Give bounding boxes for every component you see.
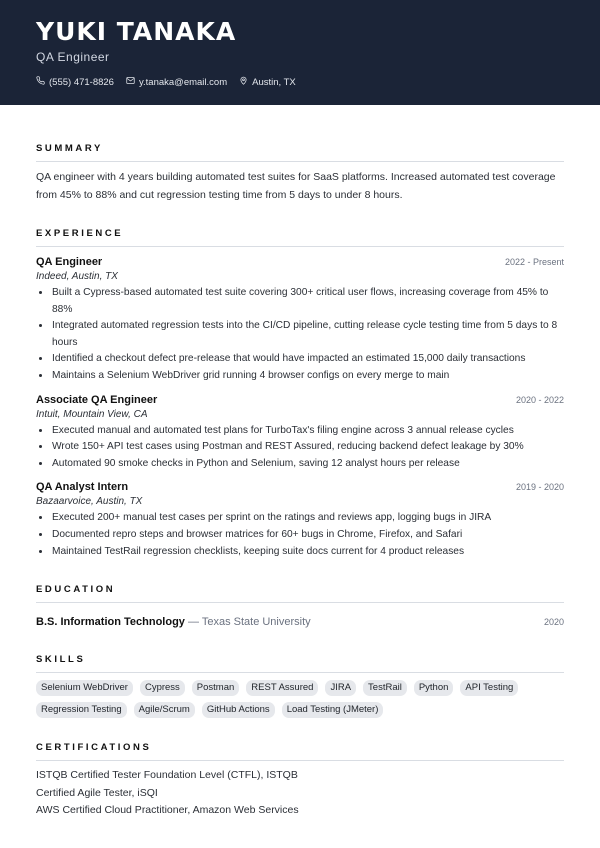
skill-chip: Load Testing (JMeter) (282, 702, 384, 718)
experience-list (36, 256, 564, 560)
skill-chip: Postman (192, 680, 240, 696)
certifications-heading: CERTIFICATIONS (36, 742, 564, 761)
contact-email (126, 76, 227, 88)
job-bullet: • Executed manual and automated test plans for TurboTax's filing engine across 3 annual release cycles (51, 423, 564, 440)
job-bullets (36, 510, 564, 560)
job-bullet: • Integrated automated regression tests into the CI/CD pipeline, cutting release cycle testing time from 5 days to 8 hours (51, 318, 564, 351)
contact-location (239, 76, 296, 88)
summary-text: QA engineer with 4 years building automated test suites for SaaS platforms. Increased automated test coverage from 45% to 88% and cut regression testing time from 5 days to under 8 hours. (36, 171, 556, 201)
email-text: y.tanaka@email.com (138, 76, 228, 88)
skill-chip: Agile/Scrum (134, 702, 195, 718)
job-bullet: • Automated 90 smoke checks in Python and Selenium, saving 12 analyst hours per release (51, 456, 564, 473)
education-entry (36, 612, 564, 630)
job-entry (36, 256, 564, 385)
job-bullet: • Wrote 150+ API test cases using Postman and REST Assured, reducing backend defect leakage by 30% (51, 439, 564, 456)
job-bullet: • Identified a checkout defect pre-release that would have impacted an estimated 15,000 daily transactions (51, 351, 564, 368)
skill-chip: Cypress (140, 680, 185, 696)
experience-heading: EXPERIENCE (36, 228, 564, 247)
contact-row (36, 76, 564, 88)
certification-item: ISTQB Certified Tester Foundation Level (CTFL), ISTQB (36, 769, 298, 782)
skill-chip: Selenium WebDriver (36, 680, 133, 696)
skill-chip: Python (414, 680, 454, 696)
skill-chip: API Testing (460, 680, 518, 696)
job-bullet: • Maintained TestRail regression checklists, keeping suite docs current for 4 product releases (51, 544, 564, 561)
mail-icon (126, 76, 135, 88)
map-pin-icon (239, 76, 248, 88)
resume-header (0, 0, 600, 105)
contact-phone (36, 76, 114, 88)
job-bullets (36, 423, 564, 473)
job-company: Bazaarvoice, Austin, TX (36, 496, 143, 508)
job-entry (36, 481, 564, 560)
certification-item: Certified Agile Tester, iSQI (36, 786, 158, 799)
job-dates: 2019 - 2020 (515, 482, 564, 493)
job-title: QA Engineer (36, 256, 103, 268)
skills-heading: SKILLS (36, 654, 564, 673)
candidate-name: YUKI TANAKA (36, 17, 237, 46)
summary-heading: SUMMARY (36, 143, 564, 162)
certifications-list (36, 767, 564, 820)
job-bullet: • Maintains a Selenium WebDriver grid running 4 browser configs on every merge to main (51, 368, 564, 385)
job-company: Intuit, Mountain View, CA (36, 408, 148, 420)
job-bullet: • Built a Cypress-based automated test suite covering 300+ critical user flows, increasing coverage from 45% to 88% (51, 285, 564, 318)
job-dates: 2022 - Present (504, 257, 564, 267)
school-name: — Texas State University (184, 616, 311, 629)
skills-list (36, 680, 564, 718)
job-title: QA Analyst Intern (36, 481, 129, 494)
candidate-title: QA Engineer (36, 50, 110, 64)
skill-chip: REST Assured (246, 680, 318, 696)
job-title: Associate QA Engineer (36, 393, 158, 406)
skill-chip: GitHub Actions (202, 702, 275, 718)
phone-text: (555) 471-8826 (49, 76, 114, 88)
job-bullets (36, 285, 564, 385)
skill-chip: JIRA (325, 680, 356, 696)
certification-item: AWS Certified Cloud Practitioner, Amazon Web Services (36, 804, 299, 817)
job-bullet: • Executed 200+ manual test cases per sprint on the ratings and reviews app, logging bugs in JIRA (51, 510, 564, 527)
job-entry (36, 394, 564, 473)
degree-name: B.S. Information Technology (36, 616, 185, 629)
job-dates: 2020 - 2022 (515, 394, 564, 405)
location-text: Austin, TX (252, 76, 296, 88)
skill-chip: TestRail (363, 680, 407, 696)
education-heading: EDUCATION (36, 584, 564, 603)
graduation-year: 2020 (543, 617, 564, 628)
job-bullet: • Documented repro steps and browser matrices for 60+ bugs in Chrome, Firefox, and Safari (51, 527, 564, 544)
phone-icon (36, 76, 45, 88)
skill-chip: Regression Testing (36, 702, 127, 718)
job-company: Indeed, Austin, TX (36, 271, 118, 282)
resume-body (0, 143, 600, 820)
